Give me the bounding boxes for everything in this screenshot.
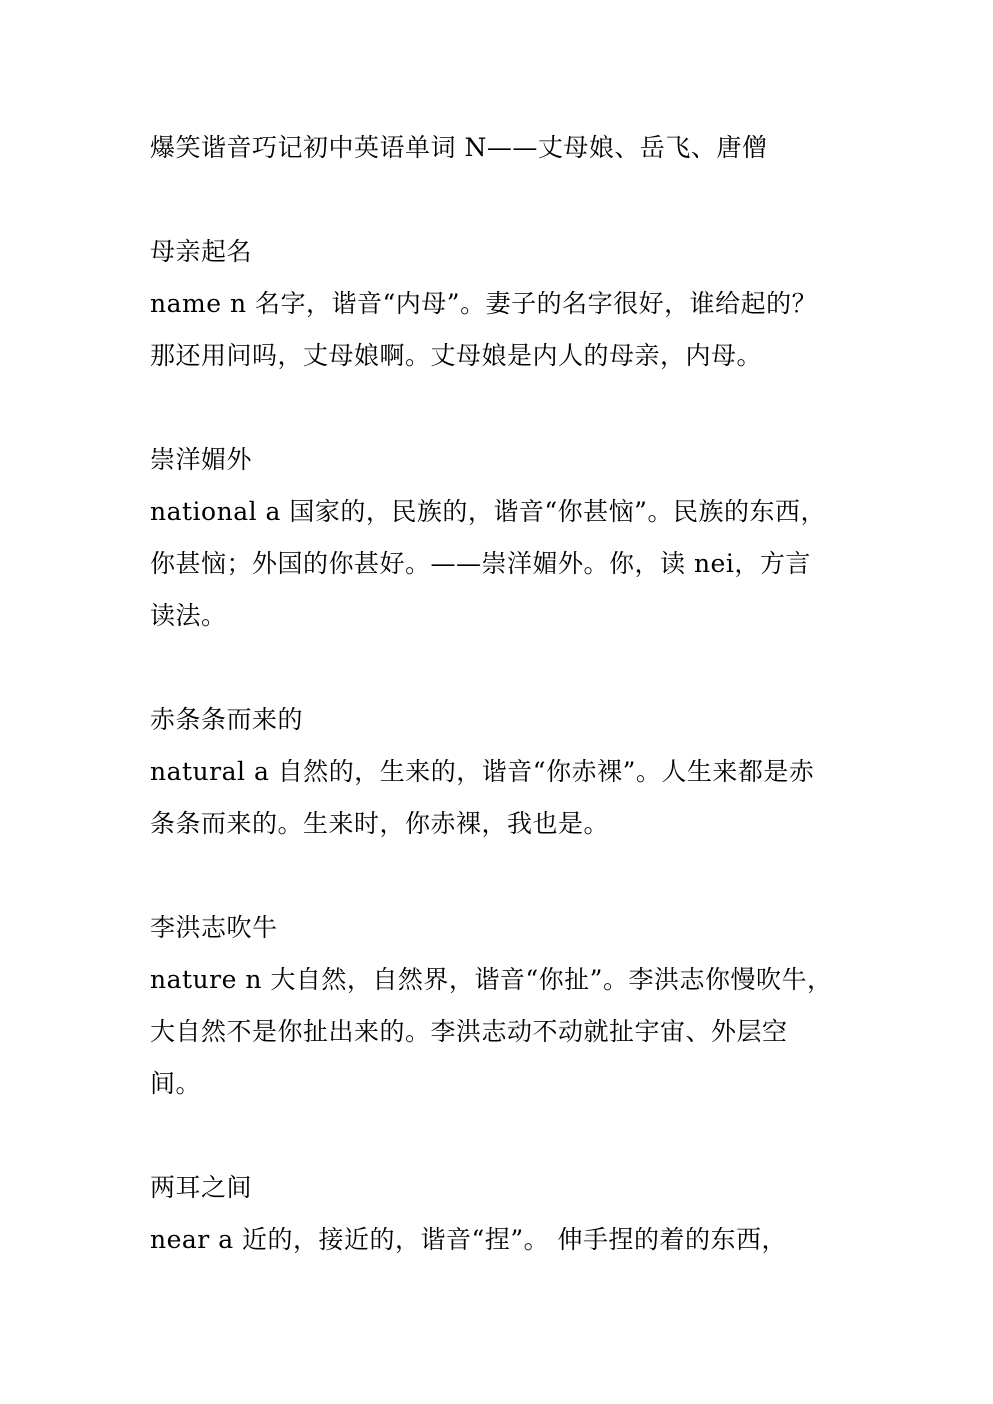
section-heading: 崇洋媚外 — [150, 445, 253, 474]
section-heading: 李洪志吹牛 — [150, 913, 278, 942]
section-heading: 赤条条而来的 — [150, 705, 304, 734]
paragraph-line: natural a 自然的，生来的，谐音“你赤裸”。人生来都是赤 — [150, 757, 815, 786]
paragraph-line: 读法。 — [150, 601, 227, 630]
paragraph-line: nature n 大自然，自然界，谐音“你扯”。李洪志你慢吹牛， — [150, 965, 833, 994]
paragraph-line: 间。 — [150, 1069, 202, 1098]
document-title: 爆笑谐音巧记初中英语单词 N——丈母娘、岳飞、唐僧 — [150, 133, 768, 162]
paragraph-line: 那还用问吗，丈母娘啊。丈母娘是内人的母亲，内母。 — [150, 341, 763, 370]
section-heading: 两耳之间 — [150, 1173, 253, 1202]
paragraph-line: name n 名字，谐音“内母”。妻子的名字很好，谁给起的？ — [150, 289, 818, 318]
section-heading: 母亲起名 — [150, 237, 253, 266]
paragraph-line: 大自然不是你扯出来的。李洪志动不动就扯宇宙、外层空 — [150, 1017, 788, 1046]
paragraph-line: 你甚恼；外国的你甚好。——崇洋媚外。你，读 nei，方言 — [150, 549, 811, 578]
paragraph-line: 条条而来的。生来时，你赤裸，我也是。 — [150, 809, 610, 838]
paragraph-line: national a 国家的，民族的，谐音“你甚恼”。民族的东西， — [150, 497, 826, 526]
paragraph-line: near a 近的，接近的，谐音“捏”。 伸手捏的着的东西， — [150, 1225, 788, 1254]
